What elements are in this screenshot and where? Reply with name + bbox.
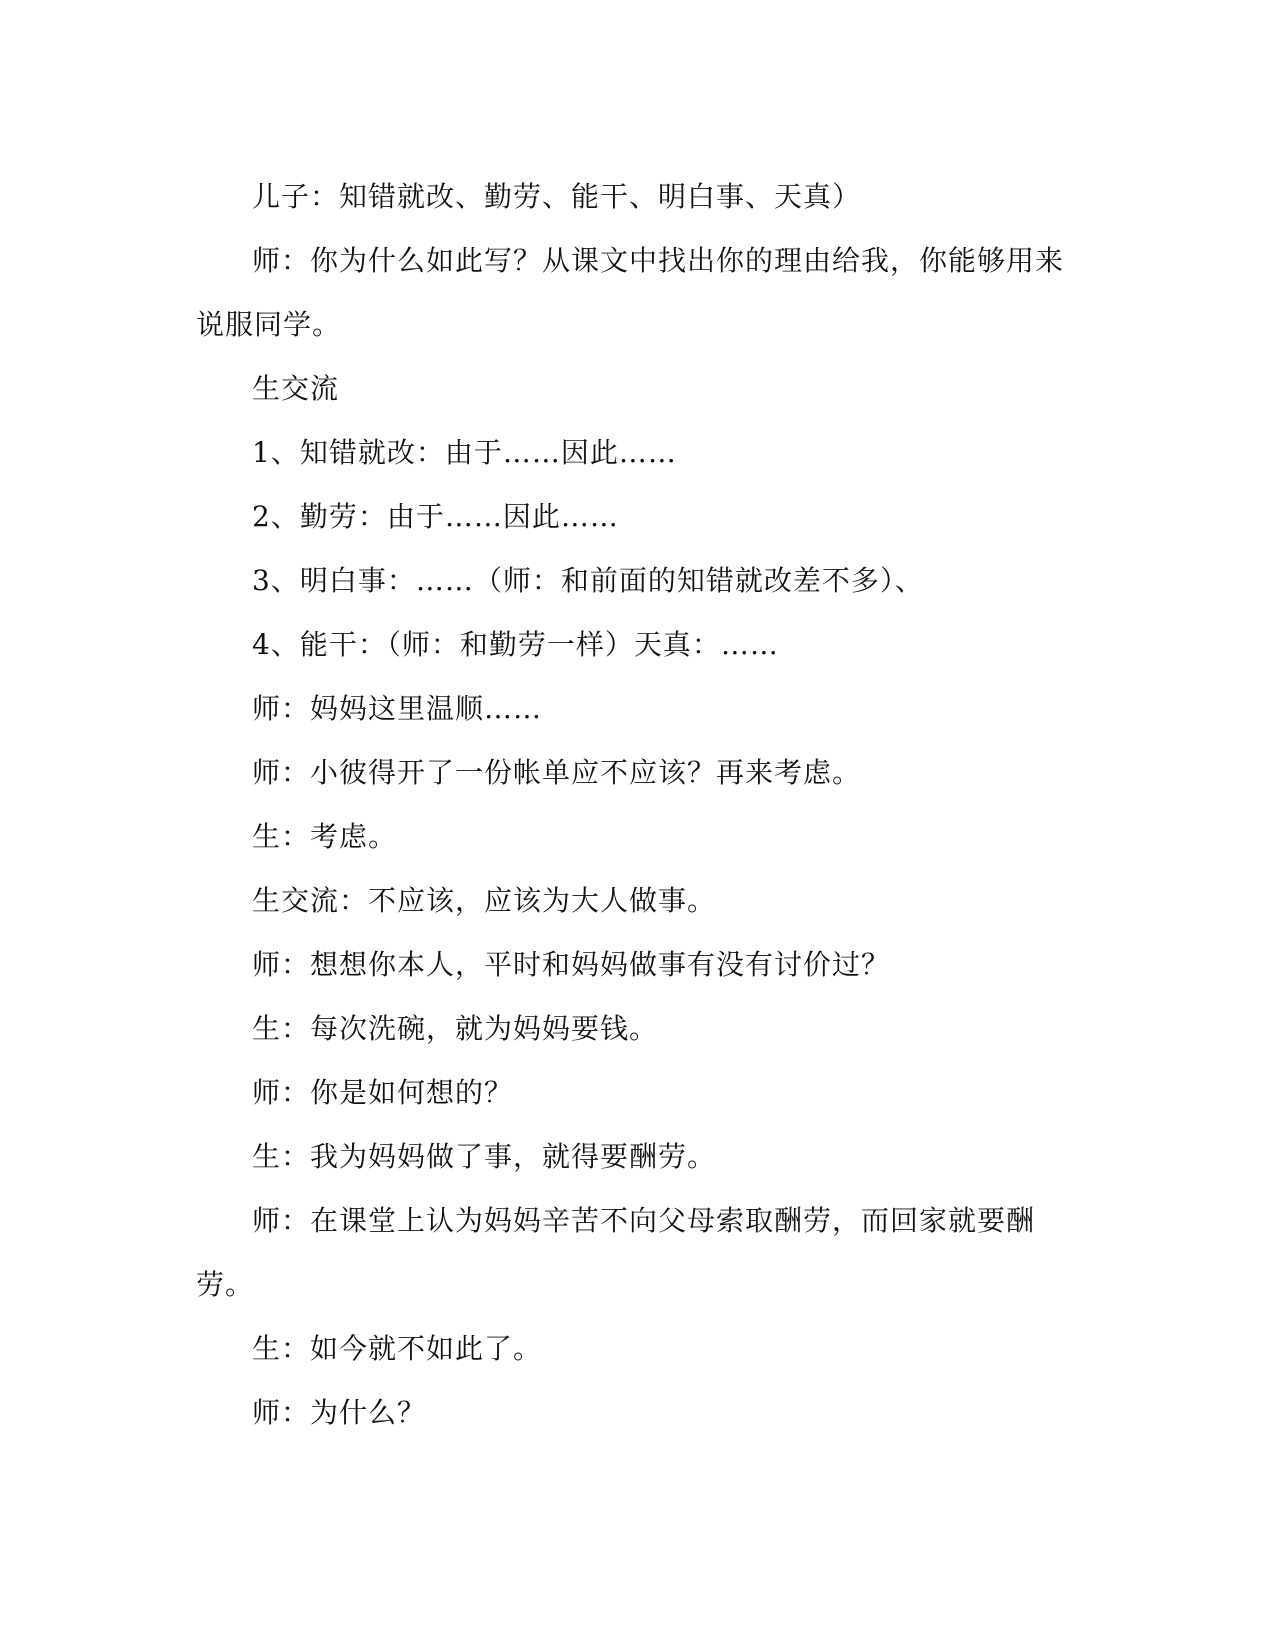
paragraph: 生：考虑。 [252, 820, 398, 853]
paragraph: 生：每次洗碗，就为妈妈要钱。 [252, 1012, 659, 1045]
paragraph: 师：你为什么如此写？从课文中找出你的理由给我，你能够用来说服同学。 [196, 244, 1065, 341]
paragraph: 生：我为妈妈做了事，就得要酬劳。 [252, 1140, 717, 1173]
paragraph: 儿子：知错就改、勤劳、能干、明白事、天真） [252, 180, 862, 213]
paragraph: 师：妈妈这里温顺…… [252, 692, 543, 725]
paragraph: 3、明白事：……（师：和前面的知错就改差不多）、 [252, 564, 924, 597]
paragraph: 师：想想你本人，平时和妈妈做事有没有讨价过？ [252, 948, 891, 981]
paragraph: 师：在课堂上认为妈妈辛苦不向父母索取酬劳，而回家就要酬劳。 [196, 1204, 1036, 1301]
document-body [196, 165, 1076, 1445]
paragraph: 师：为什么？ [252, 1396, 427, 1429]
paragraph: 1、知错就改：由于……因此…… [252, 436, 677, 469]
paragraph: 生交流 [252, 372, 340, 405]
paragraph: 4、能干：（师：和勤劳一样）天真：…… [252, 628, 779, 661]
paragraph: 生交流：不应该，应该为大人做事。 [252, 884, 717, 917]
paragraph: 生：如今就不如此了。 [252, 1332, 543, 1365]
paragraph: 师：你是如何想的？ [252, 1076, 514, 1109]
paragraph: 2、勤劳：由于……因此…… [252, 500, 619, 533]
paragraph: 师：小彼得开了一份帐单应不应该？再来考虑。 [252, 756, 862, 789]
